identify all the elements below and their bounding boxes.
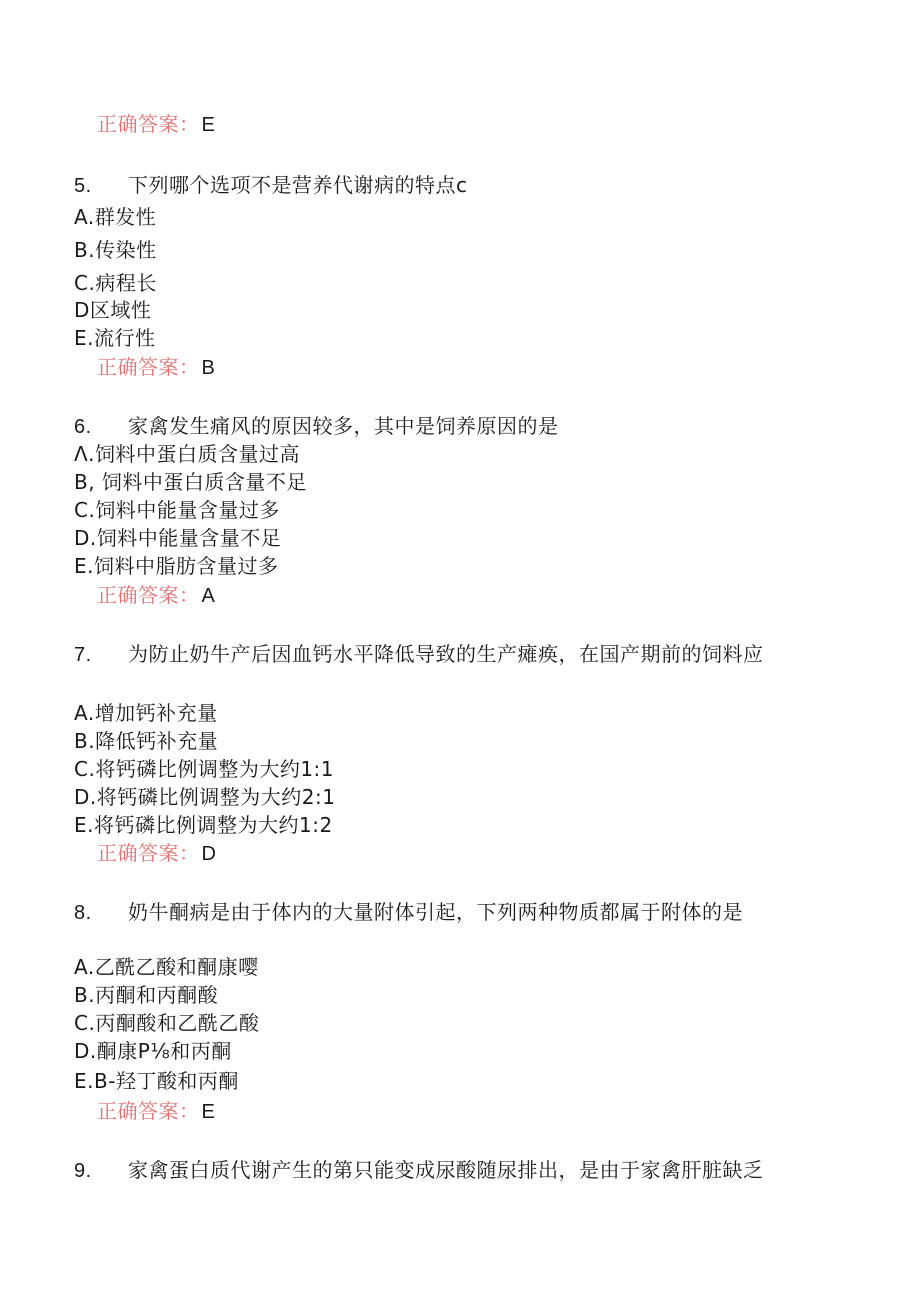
option: B, 饲料中蛋白质含量不足 <box>74 470 307 494</box>
option: A.增加钙补充量 <box>74 701 218 725</box>
option: C.饲料中能量含量过多 <box>74 498 280 522</box>
option: C.丙酮酸和乙酰乙酸 <box>74 1011 260 1035</box>
option: E.饲料中脂肪含量过多 <box>74 554 279 578</box>
question-number: 9. <box>74 1160 92 1182</box>
answer-label: 正确答案： <box>97 583 200 607</box>
answer-value: E <box>201 114 216 136</box>
question-text: 为防止奶牛产后因血钙水平降低导致的生产瘫痪，在国产期前的饲料应 <box>128 642 764 666</box>
answer-label: 正确答案： <box>97 841 200 865</box>
answer-label: 正确答案： <box>97 355 200 379</box>
option: D.酮康P⅛和丙酮 <box>74 1039 232 1063</box>
question-text: 奶牛酮病是由于体内的大量附体引起，下列两种物质都属于附体的是 <box>128 900 743 924</box>
answer-label: 正确答案： <box>97 112 200 136</box>
question-stem <box>74 1157 764 1184</box>
question-stem <box>74 413 559 440</box>
option: E.将钙磷比例调整为大约1:2 <box>74 813 333 837</box>
answer-label: 正确答案： <box>97 1099 200 1123</box>
option: D区域性 <box>74 298 152 322</box>
answer-value: B <box>201 357 216 379</box>
option: B.降低钙补充量 <box>74 729 219 753</box>
option: B.传染性 <box>74 238 157 262</box>
question-number: 6. <box>74 416 92 438</box>
question-stem <box>74 172 468 199</box>
answer-line <box>97 582 215 609</box>
answer-value: E <box>201 1101 216 1123</box>
option: C.将钙磷比例调整为大约1:1 <box>74 757 335 781</box>
question-text: 下列哪个选项不是营养代谢病的特点c <box>128 173 468 197</box>
question-text: 家禽蛋白质代谢产生的第只能变成尿酸随尿排出，是由于家禽肝脏缺乏 <box>128 1158 764 1182</box>
question-stem <box>74 899 743 926</box>
option: A.乙酰乙酸和酮康嘤 <box>74 955 259 979</box>
option: D.饲料中能量含量不足 <box>74 526 282 550</box>
question-number: 8. <box>74 902 92 924</box>
answer-line <box>97 1098 215 1125</box>
question-stem <box>74 641 764 668</box>
option: C.病程长 <box>74 271 157 295</box>
answer-line <box>97 840 216 867</box>
question-number: 5. <box>74 175 92 197</box>
answer-value: A <box>201 585 216 607</box>
answer-value: D <box>201 843 217 865</box>
question-text: 家禽发生痛风的原因较多，其中是饲养原因的是 <box>128 414 559 438</box>
option: E.B-羟丁酸和丙酮 <box>74 1069 239 1093</box>
option: A.群发性 <box>74 205 157 229</box>
answer-line <box>97 354 215 381</box>
option: Λ.饲料中蛋白质含量过高 <box>74 442 301 466</box>
question-number: 7. <box>74 644 92 666</box>
option: E.流行性 <box>74 326 156 350</box>
option: D.将钙磷比例调整为大约2:1 <box>74 785 336 809</box>
option: B.丙酮和丙酮酸 <box>74 983 219 1007</box>
answer-line <box>97 111 215 138</box>
